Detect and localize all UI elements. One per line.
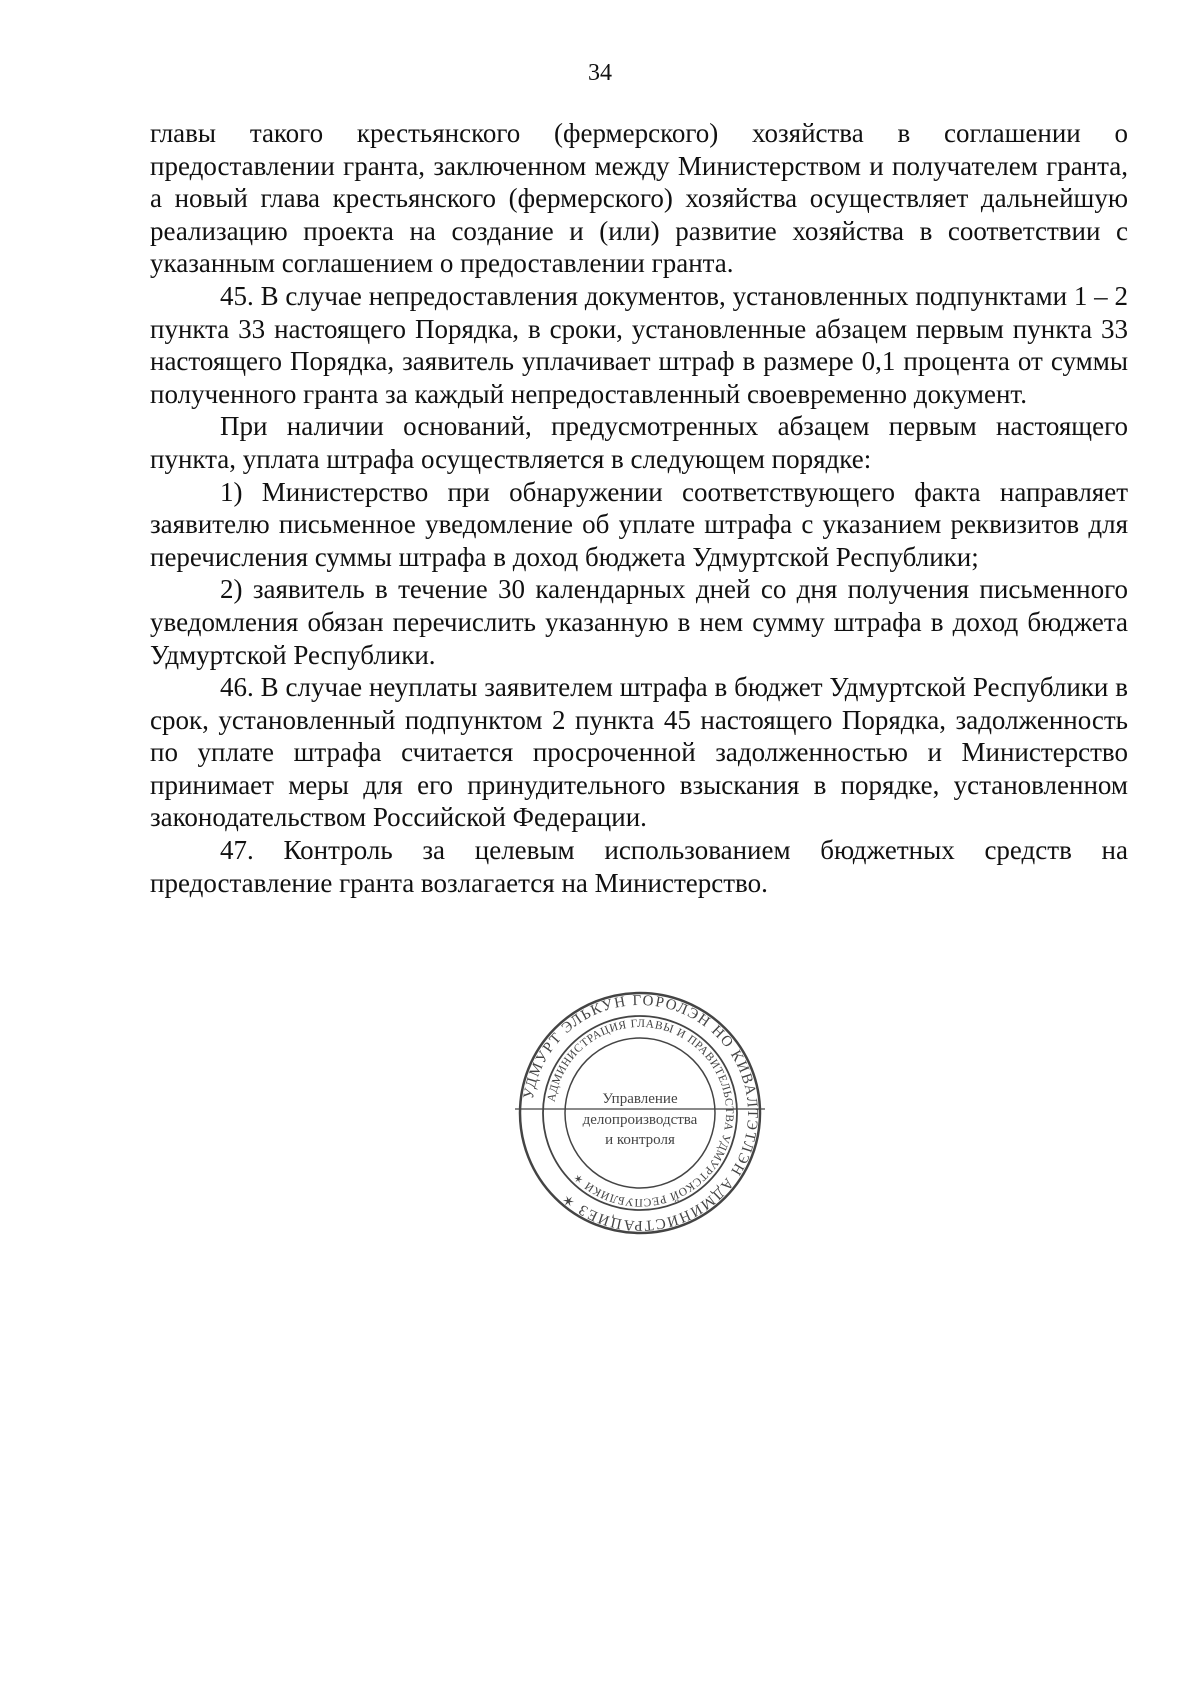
seal-center-line-1: Управление <box>602 1091 678 1107</box>
seal-center-line-3: и контроля <box>605 1132 675 1148</box>
document-body <box>150 117 1128 899</box>
paragraph-subitem-2: 2) заявитель в течение 30 календарных дней со дня получения письменного уведомления обязан перечислить указанную в нем сумму штрафа в доход бюджета Удмуртской Республики. <box>150 574 1128 670</box>
page-number: 34 <box>588 60 612 86</box>
paragraph-subitem-1: 1) Министерство при обнаружении соответствующего факта направляет заявителю письменное уведомление об уплате штрафа с указанием реквизитов для перечисления суммы штрафа в доход бюджета Удмуртской Республики; <box>150 476 1128 572</box>
paragraph-item-45: 45. В случае непредоставления документов, установленных подпунктами 1 – 2 пункта 33 настоящего Порядка, в сроки, установленные абзацем первым пункта 33 настоящего Порядка, заявитель уплачивает штраф в размере 0,1 процента от суммы полученного гранта за каждый непредоставленный своевременно документ. <box>150 280 1128 409</box>
seal-inner-text: АДМИНИСТРАЦИЯ ГЛАВЫ И ПРАВИТЕЛЬСТВА УДМУРТСКОЙ РЕСПУБЛИКИ ✶ <box>545 1017 736 1209</box>
paragraph-continuation: главы такого крестьянского (фермерского) хозяйства в соглашении о предоставлении гранта, заключенном между Министерством и получателем гранта, а новый глава крестьянского (фермерского) хозяйства осуществляет дальнейшую реализацию проекта на создание и (или) развитие хозяйства в соответствии с указанным соглашением о предоставлении гранта. <box>150 118 1128 279</box>
seal-graphic <box>515 988 765 1238</box>
paragraph-item-47: 47. Контроль за целевым использованием бюджетных средств на предоставление гранта возлагается на Министерство. <box>150 835 1128 898</box>
paragraph-item-46: 46. В случае неуплаты заявителем штрафа в бюджет Удмуртской Республики в срок, установленный подпунктом 2 пункта 45 настоящего Порядка, задолженность по уплате штрафа считается просроченной задолженностью и Министерство принимает меры для его принудительного взыскания в порядке, установленном законодательством Российской Федерации. <box>150 672 1128 833</box>
seal-outer-text: УДМУРТ ЭЛЬКУН ГОРОЛЭН НО КИВАЛТЭТЛЭН АДМИНИСТРАЦИЕЗ ✶ <box>520 992 761 1234</box>
seal-center-line-2: делопроизводства <box>582 1112 698 1128</box>
official-seal <box>515 988 765 1238</box>
paragraph-fine-procedure: При наличии оснований, предусмотренных абзацем первым настоящего пункта, уплата штрафа осуществляется в следующем порядке: <box>150 411 1128 474</box>
